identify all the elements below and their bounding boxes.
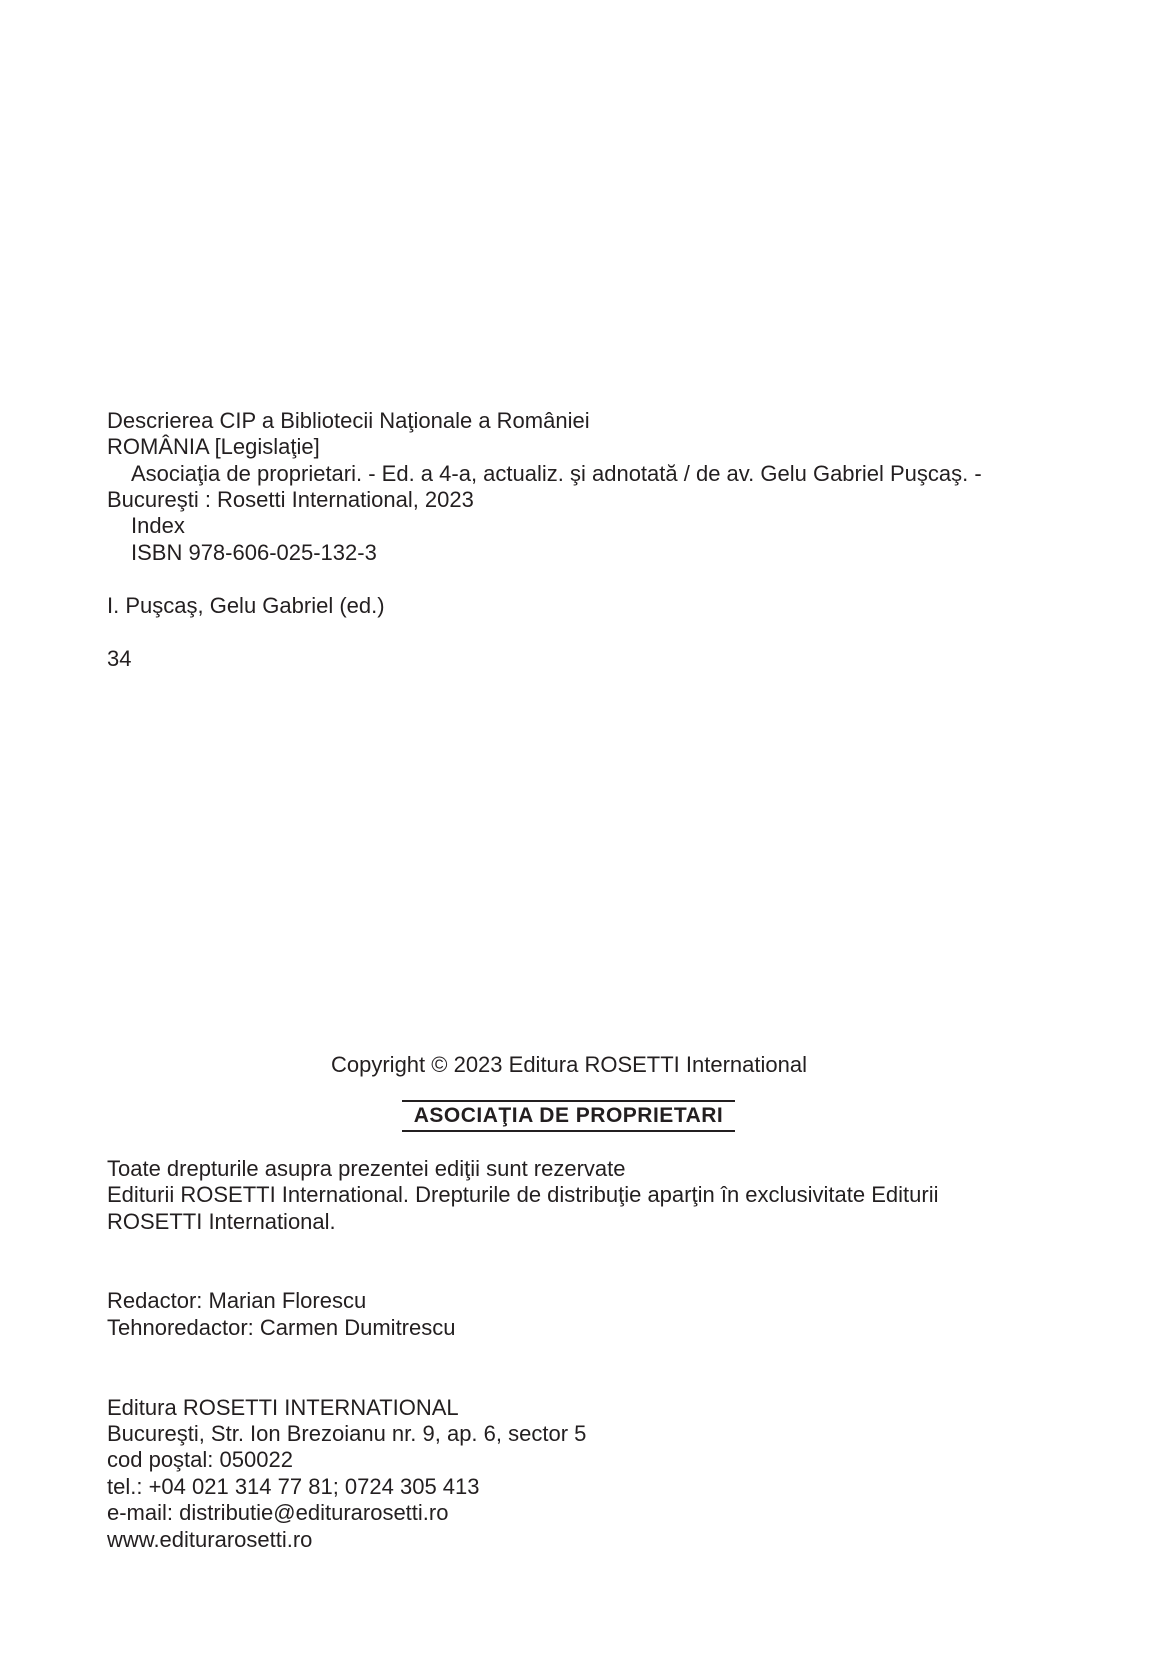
cip-classification: 34 — [107, 646, 132, 671]
publisher-email: e-mail: distributie@editurarosetti.ro — [107, 1500, 449, 1525]
rights-line-2: Editurii ROSETTI International. Drepturile de distribuţie aparţin în exclusivitate Editurii — [107, 1182, 939, 1207]
cip-heading: Descrierea CIP a Bibliotecii Naţionale a României — [107, 408, 590, 433]
tech-editor-credit: Tehnoredactor: Carmen Dumitrescu — [107, 1315, 456, 1340]
copyright-notice: Copyright © 2023 Editura ROSETTI International — [331, 1052, 807, 1077]
publisher-name: Editura ROSETTI INTERNATIONAL — [107, 1395, 459, 1420]
publisher-address: Bucureşti, Str. Ion Brezoianu nr. 9, ap. 6, sector 5 — [107, 1421, 587, 1446]
publisher-website: www.editurarosetti.ro — [107, 1527, 313, 1552]
editor-credit: Redactor: Marian Florescu — [107, 1288, 367, 1313]
cip-title-line: Asociaţia de proprietari. - Ed. a 4-a, actualiz. şi adnotată / de av. Gelu Gabriel Puşcaş. - — [131, 461, 982, 486]
title-top-rule — [402, 1100, 735, 1102]
cip-publication-line: Bucureşti : Rosetti International, 2023 — [107, 487, 474, 512]
publisher-phone: tel.: +04 021 314 77 81; 0724 305 413 — [107, 1474, 480, 1499]
cip-isbn: ISBN 978-606-025-132-3 — [131, 540, 377, 565]
cip-index: Index — [131, 513, 185, 538]
cip-subject: ROMÂNIA [Legislaţie] — [107, 434, 320, 459]
book-title: ASOCIAŢIA DE PROPRIETARI — [402, 1103, 735, 1132]
rights-line-1: Toate drepturile asupra prezentei ediţii sunt rezervate — [107, 1156, 626, 1181]
cip-editor-entry: I. Puşcaş, Gelu Gabriel (ed.) — [107, 593, 385, 618]
rights-line-3: ROSETTI International. — [107, 1209, 336, 1234]
publisher-postal-code: cod poştal: 050022 — [107, 1447, 293, 1472]
